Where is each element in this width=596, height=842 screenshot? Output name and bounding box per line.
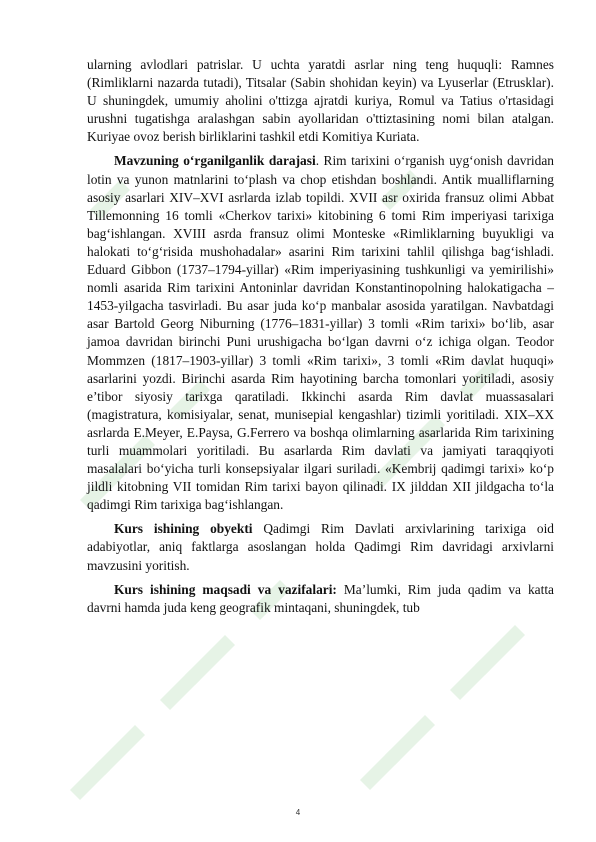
paragraph: [87, 581, 554, 617]
paragraph-body: Qadimgi Rim Davlati arxivlarining tarixiga oid adabiyotlar, aniq faktlarga asoslangan holda Qadimgi Rim davridagi arxivlarni mavzusini yoritish.: [87, 521, 554, 573]
page-number: 4: [295, 808, 301, 817]
watermark-mark: [95, 725, 145, 775]
paragraph-heading: Kurs ishining maqsadi va vazifalari:: [114, 581, 337, 597]
watermark-mark: [185, 635, 235, 685]
paragraph: [87, 152, 554, 514]
paragraph-body: Ma’lumki, Rim juda qadim va katta davrni hamda juda keng geografik mintaqani, shuningdek, tub: [87, 581, 555, 615]
paragraph-heading: Kurs ishining obyekti: [114, 521, 253, 537]
watermark-mark: [385, 715, 435, 765]
paragraph-body: . Rim tarixini o‘rganish uyg‘onish davridan lotin va yunon matnlarini to‘plash va chop etishdan boshlandi. Antik mualliflarning asosiy asarlari XIV–XVI asrlarda izlab topildi. XVII asr oxirida fransuz olimi Abbat Tillemonning 16 tomli «Cherkov tarixi» kitobining 6 tomi Rim imperiyasi tarixiga bag‘ishlangan. XVIII asrda fransuz olimi Monteske «Rimliklarning buyukligi va halokati to‘g‘risida mushohadalar» asarini Rim tarixini tahlil qilishga bag‘ishladi. Eduard Gibbon (1737–1794-yillar) «Rim imperiyasining tushkunligi va yemirilishi» nomli asarida Rim tarixini Antoninlar davridan Konstantinopolning halokatigacha – 1453-yilgacha tasvirladi. Bu asar juda ko‘p manbalar asosida yaratilgan. Navbatdagi asar Bartold Georg Niburning (1776–1831-yillar) 3 tomli «Rim tarixi» bo‘lib, asar jamoa davridan birinchi Puni urushigacha bo‘lgan davrni o‘z ichiga olgan. Teodor Mommzen (1817–1903-yillar) 3 tomli «Rim tarixi», 3 tomli «Rim davlat huquqi» asarlarini yozdi. Birinchi asarda Rim hayotining barcha tomonlari yoritiladi, asosiy e’tibor siyosiy tarixga qaratiladi. Ikkinchi asarda Rim davlat muassasalari (magistratura, komisiyalar, senat, munisepial kengashlar) tizimli yoritiladi. XIX–XX asrlarda E.Meyer, E.Paysa, G.Ferrero va boshqa olimlarning asarlarida Rim tarixining turli muammolari yoritiladi. Bu asarlarda Rim davlati va jamiyati taraqqiyoti masalalari bo‘yicha turli konsepsiyalar ilgari suriladi. «Kembrij qadimgi tarixi» ko‘p jildli kitobning VII tomidan Rim tarixi bayon qilinadi. IX jilddan XII jildgacha to‘la qadimgi Rim tarixiga bag‘ishlangan.: [87, 153, 554, 513]
paragraph: [87, 520, 554, 574]
paragraph-heading: Mavzuning o‘rganilganlik darajasi: [114, 153, 316, 169]
watermark-mark: [475, 625, 525, 675]
paragraph: ularning avlodlari patrislar. U uchta yaratdi asrlar ning teng huquqli: Ramnes (Rimliklarni nazarda tutadi), Titsalar (Sabin shohidan keyin) va Lyuserlar (Etrusklar). U shuningdek, umumiy aholini o'ttizga ajratdi kuriya, Romul va Tatius o'rtasidagi urushni tugatishga aralashgan sabin ayollaridan o'ttiztasining nomi bilan atalgan. Kuriyae ovoz berish birliklarini tashkil etdi Komitiya Kuriata.: [87, 57, 554, 145]
body-text: [87, 56, 554, 623]
